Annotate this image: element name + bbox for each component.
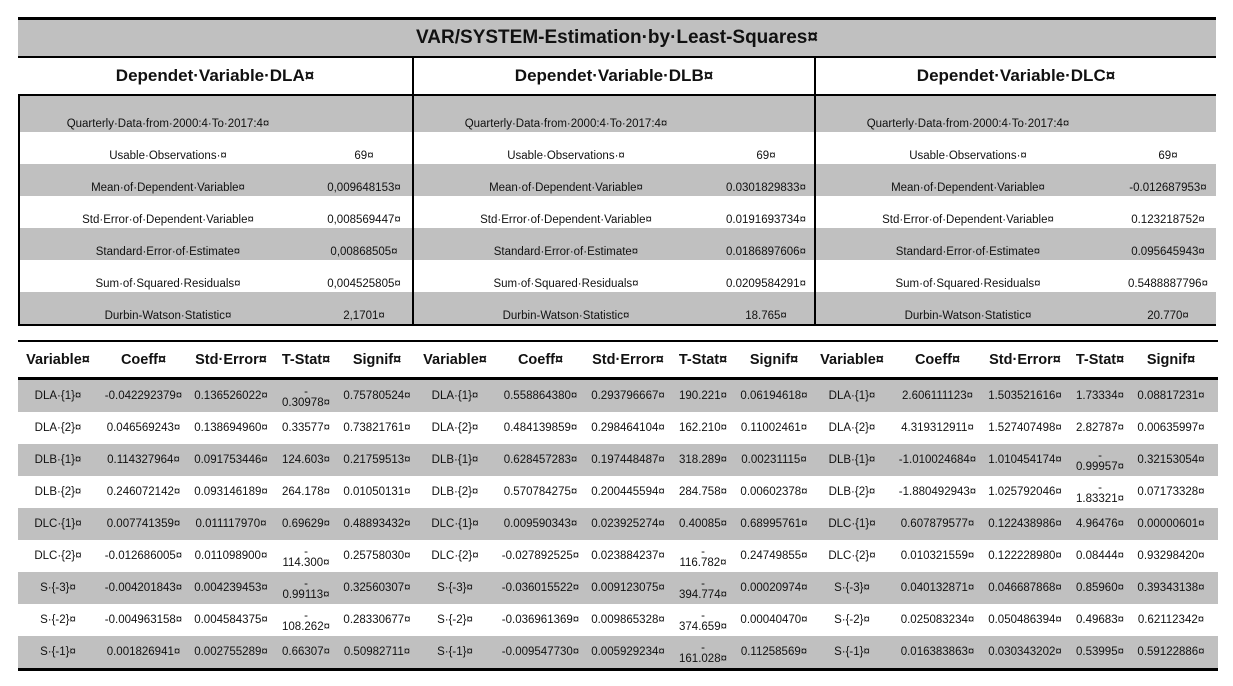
t-stat-cell: 0.85960¤ [1076,582,1124,594]
stat-value: 0.0191693734¤ [726,214,806,226]
signif-cell: 0.11002461¤ [740,422,808,434]
std-error-cell: 0.122438986¤ [988,518,1062,530]
variable-cell: S·{-2}¤ [40,614,76,626]
t-stat-value: 0.99113¤ [282,589,330,601]
stat-label: Mean·of·Dependent·Variable¤ [91,182,245,194]
std-error-cell: 1.503521616¤ [988,390,1062,402]
stat-label: Durbin-Watson·Statistic¤ [104,310,232,322]
signif-cell: 0.28330677¤ [343,614,411,626]
signif-cell: 0.39343138¤ [1137,582,1205,594]
variable-cell: S·{-2}¤ [834,614,870,626]
summary-stat-row [816,228,1216,260]
coefficient-table-header [18,342,1218,380]
variable-cell: DLA·{2}¤ [34,422,82,434]
variable-cell: DLC·{1}¤ [34,518,82,530]
t-stat-cell [1067,476,1133,508]
stat-value: 69¤ [1158,150,1178,162]
dependent-variable-heading: Dependet·Variable·DLC¤ [816,58,1216,96]
coeff-cell: -1.010024684¤ [898,454,977,466]
variable-cell: DLB·{2}¤ [431,486,479,498]
t-stat-sign: - [701,546,705,558]
coeff-cell: -0.027892525¤ [501,550,580,562]
summary-stat-rows [816,96,1216,326]
summary-stat-row [414,132,814,164]
t-stat-value: 1.83321¤ [1076,493,1124,505]
stat-label: Standard·Error·of·Estimate¤ [895,246,1041,258]
summary-stat-row [20,292,412,326]
variable-cell: DLA·{2}¤ [828,422,876,434]
variable-cell: DLA·{1}¤ [34,390,82,402]
summary-stat-row [414,96,814,132]
t-stat-sign: - [701,610,705,622]
header-std-error: Std·Error¤ [195,351,267,368]
variable-cell: DLB·{1}¤ [828,454,876,466]
signif-cell: 0.25758030¤ [343,550,411,562]
signif-cell: 0.32153054¤ [1137,454,1205,466]
stat-label: Mean·of·Dependent·Variable¤ [489,182,643,194]
std-error-cell: 0.009123075¤ [591,582,665,594]
header-variable: Variable¤ [26,351,90,368]
signif-cell: 0.21759513¤ [343,454,411,466]
t-stat-cell: 162.210¤ [679,422,727,434]
coeff-cell: 0.007741359¤ [106,518,181,530]
coeff-cell: -0.012686005¤ [104,550,183,562]
variable-cell: DLB·{1}¤ [431,454,479,466]
t-stat-cell: 124.603¤ [282,454,330,466]
t-stat-cell: 1.73334¤ [1076,390,1124,402]
variable-cell: DLA·{1}¤ [828,390,876,402]
t-stat-cell: 0.66307¤ [282,646,330,658]
summary-stat-row [816,196,1216,228]
stat-label: Sum·of·Squared·Residuals¤ [895,278,1041,290]
stat-value: 0.0301829833¤ [726,182,806,194]
signif-cell: 0.32560307¤ [343,582,411,594]
t-stat-cell [273,540,339,572]
summary-stat-row [414,228,814,260]
std-error-cell: 0.023925274¤ [591,518,665,530]
t-stat-sign: - [304,546,308,558]
signif-cell: 0.93298420¤ [1137,550,1205,562]
stat-value: 0.0209584291¤ [726,278,806,290]
t-stat-cell: 0.08444¤ [1076,550,1124,562]
t-stat-cell [273,572,339,604]
coeff-cell: 0.484139859¤ [503,422,578,434]
coeff-cell: -0.042292379¤ [104,390,183,402]
t-stat-cell [670,636,736,668]
stat-label: Standard·Error·of·Estimate¤ [493,246,639,258]
stat-label: Mean·of·Dependent·Variable¤ [891,182,1045,194]
std-error-cell: 0.122228980¤ [988,550,1062,562]
t-stat-value: 0.99957¤ [1076,461,1124,473]
variable-cell: DLC·{2}¤ [431,550,479,562]
stat-label: Sum·of·Squared·Residuals¤ [493,278,639,290]
summary-stat-row [414,260,814,292]
signif-cell: 0.00602378¤ [740,486,808,498]
stat-label: Std·Error·of·Dependent·Variable¤ [480,214,652,226]
stat-label: Std·Error·of·Dependent·Variable¤ [882,214,1054,226]
t-stat-cell: 0.69629¤ [282,518,330,530]
std-error-cell: 0.009865328¤ [591,614,665,626]
coeff-cell: 2.606111123¤ [902,390,973,402]
std-error-cell: 0.011117970¤ [195,518,267,530]
t-stat-sign: - [304,386,308,398]
summary-stat-row [414,164,814,196]
signif-cell: 0.01050131¤ [343,486,411,498]
coeff-cell: 0.010321559¤ [900,550,975,562]
stat-label: Usable·Observations·¤ [109,150,227,162]
stat-value: 0.0186897606¤ [726,246,806,258]
stat-label: Sum·of·Squared·Residuals¤ [95,278,241,290]
header-coeff: Coeff¤ [120,351,167,368]
stat-label: Quarterly·Data·from·2000:4·To·2017:4¤ [464,118,668,130]
signif-cell: 0.00000601¤ [1137,518,1205,530]
coeff-cell: -0.004201843¤ [104,582,183,594]
stat-label: Std·Error·of·Dependent·Variable¤ [82,214,254,226]
table-row [18,444,1218,476]
stat-value: 0,009648153¤ [327,182,401,194]
summary-stat-row [816,96,1216,132]
variable-cell: S·{-2}¤ [437,614,473,626]
coeff-cell: -0.004963158¤ [104,614,183,626]
signif-cell: 0.24749855¤ [740,550,808,562]
stat-label: Quarterly·Data·from·2000:4·To·2017:4¤ [66,118,270,130]
stat-value: 0.5488887796¤ [1128,278,1208,290]
coefficient-table-body [18,380,1218,668]
coeff-cell: -0.009547730¤ [501,646,580,658]
variable-cell: S·{-3}¤ [437,582,473,594]
coeff-cell: -1.880492943¤ [898,486,977,498]
t-stat-cell: 4.96476¤ [1076,518,1124,530]
t-stat-sign: - [1098,450,1102,462]
coeff-cell: 0.628457283¤ [503,454,578,466]
std-error-cell: 0.298464104¤ [591,422,665,434]
header-coeff: Coeff¤ [517,351,564,368]
std-error-cell: 0.136526022¤ [194,390,268,402]
t-stat-value: 394.774¤ [679,589,727,601]
variable-cell: DLC·{1}¤ [828,518,876,530]
equation-summary [18,58,412,326]
std-error-cell: 0.293796667¤ [591,390,665,402]
coeff-cell: 0.025083234¤ [900,614,975,626]
summary-stat-row [20,132,412,164]
signif-cell: 0.00020974¤ [740,582,808,594]
std-error-cell: 0.002755289¤ [194,646,268,658]
t-stat-value: 116.782¤ [679,557,727,569]
summary-stat-row [816,260,1216,292]
stat-value: 2,1701¤ [343,310,385,322]
coeff-cell: -0.036015522¤ [501,582,580,594]
t-stat-sign: - [701,578,705,590]
dependent-variable-heading: Dependet·Variable·DLB¤ [414,58,814,96]
t-stat-sign: - [1098,482,1102,494]
variable-cell: S·{-1}¤ [437,646,473,658]
summary-stat-row [20,228,412,260]
signif-cell: 0.06194618¤ [740,390,808,402]
table-row [18,412,1218,444]
header-signif: Signif¤ [352,351,402,368]
header-t-stat: T-Stat¤ [281,351,331,368]
stat-value: 0.095645943¤ [1131,246,1205,258]
header-signif: Signif¤ [749,351,799,368]
summary-stat-row [816,292,1216,326]
t-stat-cell [670,604,736,636]
signif-cell: 0.11258569¤ [740,646,808,658]
signif-cell: 0.59122886¤ [1137,646,1205,658]
variable-cell: S·{-3}¤ [40,582,76,594]
std-error-cell: 0.030343202¤ [988,646,1062,658]
std-error-cell: 0.004584375¤ [194,614,268,626]
signif-cell: 0.48893432¤ [343,518,411,530]
equation-summary [814,58,1216,326]
variable-cell: S·{-1}¤ [40,646,76,658]
variable-cell: DLC·{1}¤ [431,518,479,530]
t-stat-value: 374.659¤ [679,621,727,633]
t-stat-cell [670,540,736,572]
variable-cell: DLB·{2}¤ [34,486,82,498]
variable-cell: DLC·{2}¤ [828,550,876,562]
t-stat-cell: 2.82787¤ [1076,422,1124,434]
summary-stat-row [816,132,1216,164]
summary-stat-row [20,96,412,132]
t-stat-cell: 0.53995¤ [1076,646,1124,658]
std-error-cell: 0.138694960¤ [194,422,268,434]
std-error-cell: 1.527407498¤ [988,422,1062,434]
header-variable: Variable¤ [423,351,487,368]
std-error-cell: 0.005929234¤ [591,646,665,658]
t-stat-sign: - [304,578,308,590]
signif-cell: 0.08817231¤ [1137,390,1205,402]
stat-label: Usable·Observations·¤ [909,150,1027,162]
signif-cell: 0.00635997¤ [1137,422,1205,434]
summary-stat-rows [18,96,412,326]
coeff-cell: 0.001826941¤ [106,646,181,658]
summary-stat-row [20,196,412,228]
std-error-cell: 0.200445594¤ [591,486,665,498]
std-error-cell: 0.046687868¤ [988,582,1062,594]
equation-summaries [18,58,1216,326]
std-error-cell: 1.025792046¤ [988,486,1062,498]
coeff-cell: 0.570784275¤ [503,486,578,498]
summary-table [18,17,1216,326]
stat-label: Durbin-Watson·Statistic¤ [904,310,1032,322]
table-row [18,508,1218,540]
stat-label: Standard·Error·of·Estimate¤ [95,246,241,258]
variable-cell: DLA·{2}¤ [431,422,479,434]
std-error-cell: 0.197448487¤ [591,454,665,466]
stat-value: 18.765¤ [745,310,787,322]
summary-stat-row [20,164,412,196]
std-error-cell: 0.091753446¤ [194,454,268,466]
signif-cell: 0.73821761¤ [343,422,411,434]
stat-value: 69¤ [354,150,374,162]
summary-stat-row [20,260,412,292]
table-row [18,572,1218,604]
t-stat-cell: 284.758¤ [679,486,727,498]
std-error-cell: 0.050486394¤ [988,614,1062,626]
summary-stat-row [414,292,814,326]
t-stat-cell: 318.289¤ [679,454,727,466]
table-row [18,636,1218,668]
coeff-cell: 4.319312911¤ [901,422,974,434]
stat-value: 0.123218752¤ [1131,214,1205,226]
t-stat-cell [273,380,339,412]
signif-cell: 0.07173328¤ [1137,486,1205,498]
coeff-cell: -0.036961369¤ [501,614,580,626]
header-t-stat: T-Stat¤ [1075,351,1125,368]
t-stat-sign: - [701,642,705,654]
summary-stat-row [816,164,1216,196]
stat-value: 69¤ [756,150,776,162]
stat-value: 0,004525805¤ [327,278,401,290]
t-stat-value: 161.028¤ [679,653,727,665]
variable-cell: S·{-1}¤ [834,646,870,658]
table-row [18,380,1218,412]
stat-value: -0.012687953¤ [1129,182,1207,194]
table-row [18,476,1218,508]
header-coeff: Coeff¤ [914,351,961,368]
stat-label: Durbin-Watson·Statistic¤ [502,310,630,322]
stat-label: Usable·Observations·¤ [507,150,625,162]
t-stat-cell [273,604,339,636]
table-row [18,540,1218,572]
t-stat-cell: 0.33577¤ [282,422,330,434]
t-stat-cell [1067,444,1133,476]
header-std-error: Std·Error¤ [592,351,664,368]
t-stat-value: 114.300¤ [282,557,330,569]
variable-cell: DLC·{2}¤ [34,550,82,562]
coeff-cell: 0.558864380¤ [503,390,578,402]
coeff-cell: 0.009590343¤ [503,518,578,530]
coeff-cell: 0.046569243¤ [106,422,181,434]
stat-value: 0,00868505¤ [330,246,398,258]
t-stat-cell: 0.49683¤ [1076,614,1124,626]
std-error-cell: 0.023884237¤ [591,550,665,562]
header-t-stat: T-Stat¤ [678,351,728,368]
coefficient-table [18,340,1218,671]
summary-stat-row [414,196,814,228]
coeff-cell: 0.246072142¤ [106,486,181,498]
dependent-variable-heading: Dependet·Variable·DLA¤ [18,58,412,96]
t-stat-sign: - [304,610,308,622]
signif-cell: 0.62112342¤ [1137,614,1205,626]
t-stat-cell: 0.40085¤ [679,518,727,530]
header-signif: Signif¤ [1146,351,1196,368]
signif-cell: 0.50982711¤ [343,646,411,658]
variable-cell: DLB·{1}¤ [34,454,82,466]
summary-stat-rows [414,96,814,326]
coeff-cell: 0.607879577¤ [900,518,975,530]
std-error-cell: 1.010454174¤ [988,454,1062,466]
t-stat-cell [670,572,736,604]
header-std-error: Std·Error¤ [989,351,1061,368]
signif-cell: 0.68995761¤ [740,518,808,530]
signif-cell: 0.00040470¤ [740,614,808,626]
stat-value: 20.770¤ [1147,310,1189,322]
coeff-cell: 0.040132871¤ [900,582,975,594]
t-stat-value: 0.30978¤ [282,397,330,409]
report-title: VAR/SYSTEM-Estimation·by·Least-Squares¤ [18,17,1216,58]
coeff-cell: 0.016383863¤ [900,646,975,658]
variable-cell: DLA·{1}¤ [431,390,479,402]
header-variable: Variable¤ [820,351,884,368]
variable-cell: DLB·{2}¤ [828,486,876,498]
t-stat-cell: 190.221¤ [679,390,727,402]
equation-summary [412,58,814,326]
stat-value: 0,008569447¤ [327,214,401,226]
variable-cell: S·{-3}¤ [834,582,870,594]
t-stat-value: 108.262¤ [282,621,330,633]
stat-label: Quarterly·Data·from·2000:4·To·2017:4¤ [866,118,1070,130]
table-row [18,604,1218,636]
t-stat-cell: 264.178¤ [282,486,330,498]
signif-cell: 0.75780524¤ [343,390,411,402]
std-error-cell: 0.011098900¤ [194,550,268,562]
signif-cell: 0.00231115¤ [741,454,807,466]
std-error-cell: 0.004239453¤ [194,582,268,594]
std-error-cell: 0.093146189¤ [194,486,268,498]
coeff-cell: 0.114327964¤ [107,454,180,466]
